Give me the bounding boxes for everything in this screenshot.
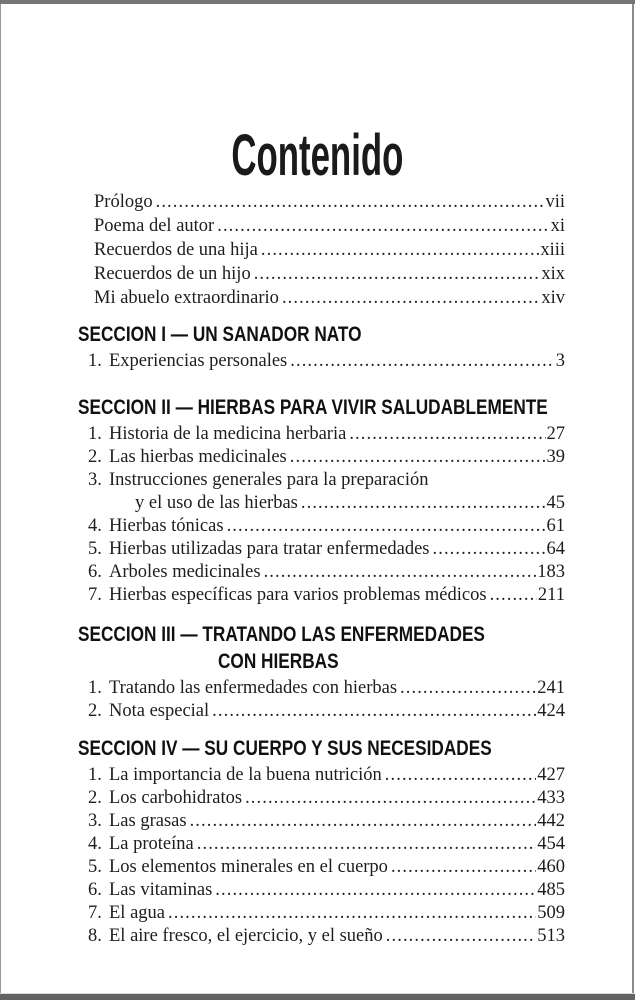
page-number: 61 <box>546 516 565 536</box>
toc-entry <box>88 810 565 833</box>
entry-number: 1. <box>88 351 102 371</box>
section-entries <box>88 350 565 373</box>
page-number: 39 <box>546 447 565 467</box>
bottom-rule <box>0 993 635 1000</box>
toc-entry-label: Historia de la medicina herbaria <box>109 424 347 444</box>
page-number: 64 <box>546 539 565 559</box>
toc-entry <box>88 446 565 469</box>
toc-entry-continuation <box>135 492 565 515</box>
toc-entry-label: El agua <box>109 903 165 923</box>
page-number: 454 <box>537 834 565 854</box>
toc-entry <box>88 856 565 879</box>
entry-number: 3. <box>88 470 102 490</box>
toc-entry-label: Las grasas <box>109 811 187 831</box>
toc-entry <box>88 469 565 492</box>
page-number: 509 <box>537 903 565 923</box>
entry-number: 1. <box>88 424 102 444</box>
page-number: 427 <box>537 765 565 785</box>
entry-number: 6. <box>88 562 102 582</box>
dot-leader <box>385 764 536 787</box>
toc-entry-label: Los carbohidratos <box>109 788 243 808</box>
section-heading-line2 <box>78 649 635 676</box>
toc-entry <box>94 238 565 262</box>
toc-entry <box>94 190 565 214</box>
toc-entry <box>88 423 565 446</box>
toc-entry-label: Recuerdos de una hija <box>94 240 258 260</box>
toc-entry <box>94 286 565 310</box>
dot-leader <box>215 879 536 902</box>
toc-section-4 <box>0 736 635 948</box>
toc-entry <box>88 787 565 810</box>
toc-entry-label: Poema del autor <box>94 216 215 236</box>
dot-leader <box>349 423 545 446</box>
toc-entry-label: Las vitaminas <box>109 880 213 900</box>
page-number: 45 <box>546 493 565 513</box>
dot-leader <box>254 262 541 286</box>
dot-leader <box>490 584 537 607</box>
top-rule <box>0 0 635 4</box>
entry-number: 4. <box>88 834 102 854</box>
section-entries <box>88 423 565 607</box>
toc-entry-label: Recuerdos de un hijo <box>94 264 251 284</box>
toc-entry-label: Experiencias personales <box>109 351 288 371</box>
entry-number: 5. <box>88 857 102 877</box>
section-heading <box>78 736 635 763</box>
dot-leader <box>245 787 536 810</box>
dot-leader <box>197 833 537 856</box>
page-number: 183 <box>537 562 565 582</box>
section-heading <box>78 395 635 422</box>
toc-entry <box>88 515 565 538</box>
entry-number: 7. <box>88 903 102 923</box>
toc-entry-label: La importancia de la buena nutrición <box>109 765 382 785</box>
page-number: xi <box>550 216 565 236</box>
entry-number: 7. <box>88 585 102 605</box>
page-number: 211 <box>537 585 565 605</box>
toc-section-3 <box>0 622 635 723</box>
section-heading <box>78 622 635 649</box>
toc-entry <box>88 833 565 856</box>
dot-leader <box>212 700 536 723</box>
toc-entry <box>88 902 565 925</box>
toc-entry-label: El aire fresco, el ejercicio, y el sueño <box>109 926 383 946</box>
toc-entry <box>88 538 565 561</box>
section-heading-text: SECCION III — TRATANDO LAS ENFERMEDADES <box>78 623 485 646</box>
dot-leader <box>227 515 546 538</box>
toc-entry-label: Instrucciones generales para la preparación <box>109 470 429 490</box>
toc-entry-label: y el uso de las hierbas <box>135 493 298 513</box>
page-number: 3 <box>555 351 565 371</box>
entry-number: 8. <box>88 926 102 946</box>
toc-entry-label: La proteína <box>109 834 194 854</box>
toc-entry-label: Las hierbas medicinales <box>109 447 287 467</box>
toc-section-1 <box>0 322 635 373</box>
toc-section-2 <box>0 395 635 607</box>
page-number: 460 <box>537 857 565 877</box>
entry-number: 3. <box>88 811 102 831</box>
toc-entry-label: Hierbas tónicas <box>109 516 224 536</box>
toc-entry <box>88 700 565 723</box>
page-number: 513 <box>537 926 565 946</box>
toc-front-matter <box>94 190 565 310</box>
dot-leader <box>190 810 537 833</box>
page-number: vii <box>545 192 565 212</box>
toc-entry <box>88 925 565 948</box>
toc-entry-label: Hierbas específicas para varios problemas médicos <box>109 585 487 605</box>
entry-number: 5. <box>88 539 102 559</box>
toc-entry-label: Los elementos minerales en el cuerpo <box>109 857 388 877</box>
toc-entry <box>88 879 565 902</box>
entry-number: 2. <box>88 701 102 721</box>
dot-leader <box>290 350 555 373</box>
page-number: 433 <box>537 788 565 808</box>
dot-leader <box>301 492 546 515</box>
section-heading-text: SECCION IV — SU CUERPO Y SUS NECESIDADES <box>78 737 492 760</box>
toc-entry <box>88 350 565 373</box>
toc-entry <box>88 764 565 787</box>
section-entries <box>88 764 565 948</box>
entry-number: 4. <box>88 516 102 536</box>
page-number: 485 <box>537 880 565 900</box>
dot-leader <box>261 238 539 262</box>
toc-entry-label: Nota especial <box>109 701 210 721</box>
page-number: 424 <box>537 701 565 721</box>
dot-leader <box>400 677 536 700</box>
entry-number: 1. <box>88 765 102 785</box>
dot-leader <box>264 561 537 584</box>
page-number: 27 <box>546 424 565 444</box>
page-number: xix <box>541 264 565 284</box>
dot-leader <box>282 286 540 310</box>
page-number: 442 <box>537 811 565 831</box>
toc-entry-label: Prólogo <box>94 192 153 212</box>
toc-entry <box>94 262 565 286</box>
entry-number: 6. <box>88 880 102 900</box>
dot-leader <box>290 446 546 469</box>
page-number: xiv <box>541 288 565 308</box>
dot-leader <box>217 214 549 238</box>
page-title: Contenido <box>231 123 404 188</box>
toc-entry <box>88 561 565 584</box>
toc-entry-label: Hierbas utilizadas para tratar enfermedades <box>109 539 430 559</box>
toc-entry-label: Tratando las enfermedades con hierbas <box>109 678 398 698</box>
entry-number: 2. <box>88 447 102 467</box>
toc-entry <box>94 214 565 238</box>
section-heading-text: CON HIERBAS <box>218 650 339 673</box>
entry-number: 2. <box>88 788 102 808</box>
dot-leader <box>433 538 546 561</box>
dot-leader <box>391 856 536 879</box>
section-entries <box>88 677 565 723</box>
dot-leader <box>386 925 536 948</box>
left-rule <box>0 4 1 994</box>
section-heading-text: SECCION II — HIERBAS PARA VIVIR SALUDABLEMENTE <box>78 396 548 419</box>
toc-entry-label: Mi abuelo extraordinario <box>94 288 279 308</box>
toc-entry <box>88 677 565 700</box>
entry-number: 1. <box>88 678 102 698</box>
page-number: xiii <box>540 240 565 260</box>
section-heading <box>78 322 635 349</box>
section-heading-text: SECCION I — UN SANADOR NATO <box>78 323 362 346</box>
toc-entry <box>88 584 565 607</box>
page-number: 241 <box>537 678 565 698</box>
dot-leader <box>168 902 536 925</box>
page-title-wrap <box>0 123 635 188</box>
right-rule <box>632 4 634 994</box>
toc-entry-label: Arboles medicinales <box>109 562 261 582</box>
dot-leader <box>156 190 545 214</box>
